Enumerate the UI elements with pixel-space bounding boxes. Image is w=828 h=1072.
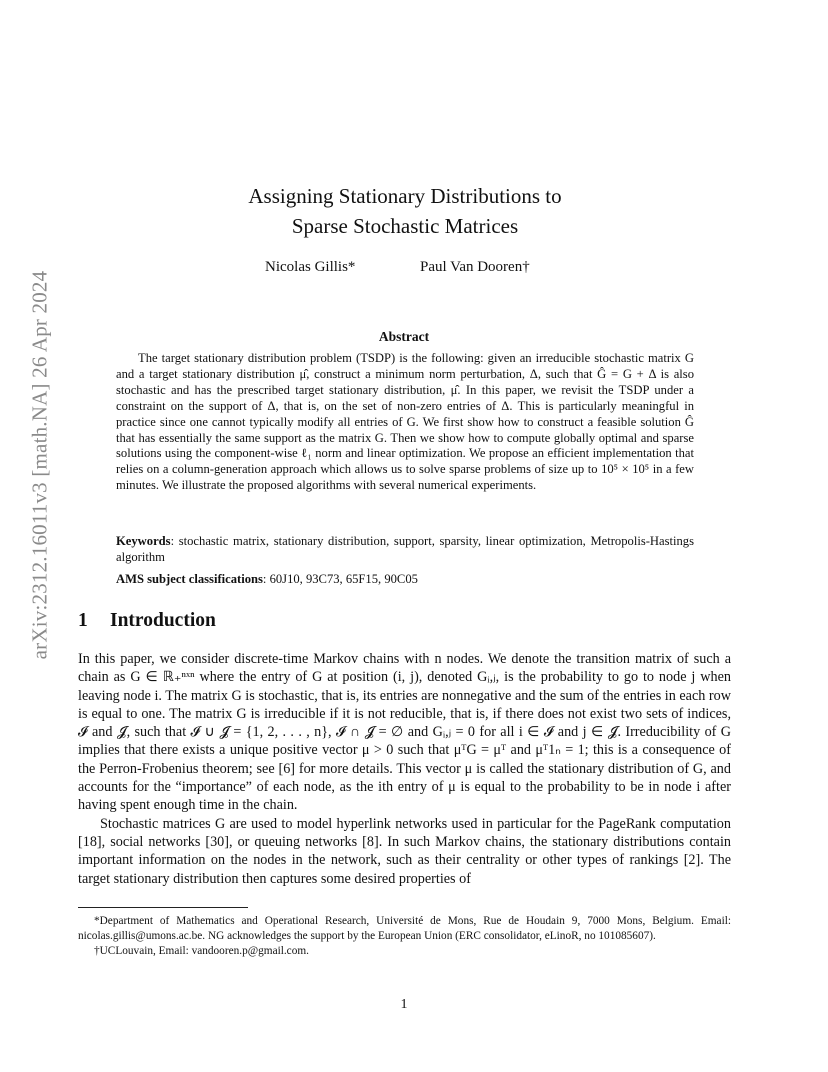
page-number: 1: [400, 997, 408, 1012]
abstract-heading: Abstract: [378, 329, 430, 344]
title-line-1: Assigning Stationary Distributions to: [248, 184, 562, 208]
footnotes: [78, 914, 731, 960]
section-number: 1: [78, 610, 88, 631]
paper-title: [150, 181, 660, 241]
ams-classifications: [116, 572, 694, 587]
section-heading: [78, 610, 216, 632]
intro-paragraph-1: In this paper, we consider discrete-time Markov chains with n nodes. We denote the transition matrix of such a chain as G ∈ ℝ₊ⁿˣⁿ where the entry of G at position (i, j), denoted Gᵢ,ⱼ, is the probability to go to node j when leaving node i. The matrix G is stochastic, that is, its entries are nonnegative and the sum of the entries in each row is equal to one. The matrix G is irreducible if it is not reducible, that is, if there does not exist two sets of indices, 𝓘 and 𝓙, such that 𝓘 ∪ 𝓙 = {1, 2, . . . , n}, 𝓘 ∩ 𝓙 = ∅ and Gᵢ,ⱼ = 0 for all i ∈ 𝓘 and j ∈ 𝓙. Irreducibility of G implies that there exists a unique positive vector μ > 0 such that μᵀG = μᵀ and μᵀ1ₙ = 1; this is a consequence of the Perron-Frobenius theorem; see [6] for more details. This vector μ is called the stationary distribution of G, and accounts for the “importance” of each node, as the ith entry of μ is equal to the probability to be in node i after having spent enough time in the chain.: [78, 651, 731, 814]
footnote-2: †UCLouvain, Email: vandooren.p@gmail.com.: [94, 945, 309, 958]
ams-label: AMS subject classifications: [116, 572, 263, 586]
arxiv-identifier: arXiv:2312.16011v3 [math.NA] 26 Apr 2024: [27, 270, 52, 660]
footnote-1: *Department of Mathematics and Operational Research, Université de Mons, Rue de Houdain 9, 7000 Mons, Belgium. Email: nicolas.gillis@umons.ac.be. NG acknowledges the support by the European Union (ERC consolidator, eLinoR, no 101085607).: [78, 915, 731, 943]
intro-paragraph-2: Stochastic matrices G are used to model hyperlink networks used in particular for the PageRank computation [18], social networks [30], or queuing networks [8]. In such Markov chains, the stationary distributions contain important information on the nodes in the network, such as their centrality or other types of rankings [2]. The target stationary distribution then captures some desired properties of: [78, 815, 731, 887]
section-title: Introduction: [110, 610, 216, 631]
footnote-rule: [78, 907, 248, 908]
title-line-2: Sparse Stochastic Matrices: [291, 214, 519, 238]
author-1: Nicolas Gillis*: [265, 259, 356, 275]
ams-text: : 60J10, 93C73, 65F15, 90C05: [262, 572, 418, 586]
keywords-text: : stochastic matrix, stationary distribution, support, sparsity, linear optimization, Metropolis-Hastings algorithm: [116, 534, 694, 564]
abstract-body: The target stationary distribution problem (TSDP) is the following: given an irreducible stochastic matrix G and a target stationary distribution μ̂, construct a minimum norm perturbation, Δ, such that Ĝ = G + Δ is also stochastic and has the prescribed target stationary distribution, μ̂. In this paper, we revisit the TSDP under a constraint on the support of Δ, that is, on the set of non-zero entries of Δ. This is particularly meaningful in practice since one cannot typically modify all entries of G. We first show how to construct a feasible solution Ĝ that has essentially the same support as the matrix G. Then we show how to compute globally optimal and sparse solutions using the component-wise ℓ₁ norm and linear optimization. We propose an efficient implementation that relies on a column-generation approach which allows us to solve sparse problems of size up to 10⁵ × 10⁵ in a few minutes. We illustrate the proposed algorithms with several numerical experiments.: [116, 351, 694, 493]
author-2: Paul Van Dooren†: [420, 259, 530, 275]
introduction-body: [78, 650, 731, 888]
arxiv-sidebar-stamp: [10, 265, 70, 665]
keywords-label: Keywords: [116, 534, 171, 548]
keywords: [116, 534, 694, 566]
